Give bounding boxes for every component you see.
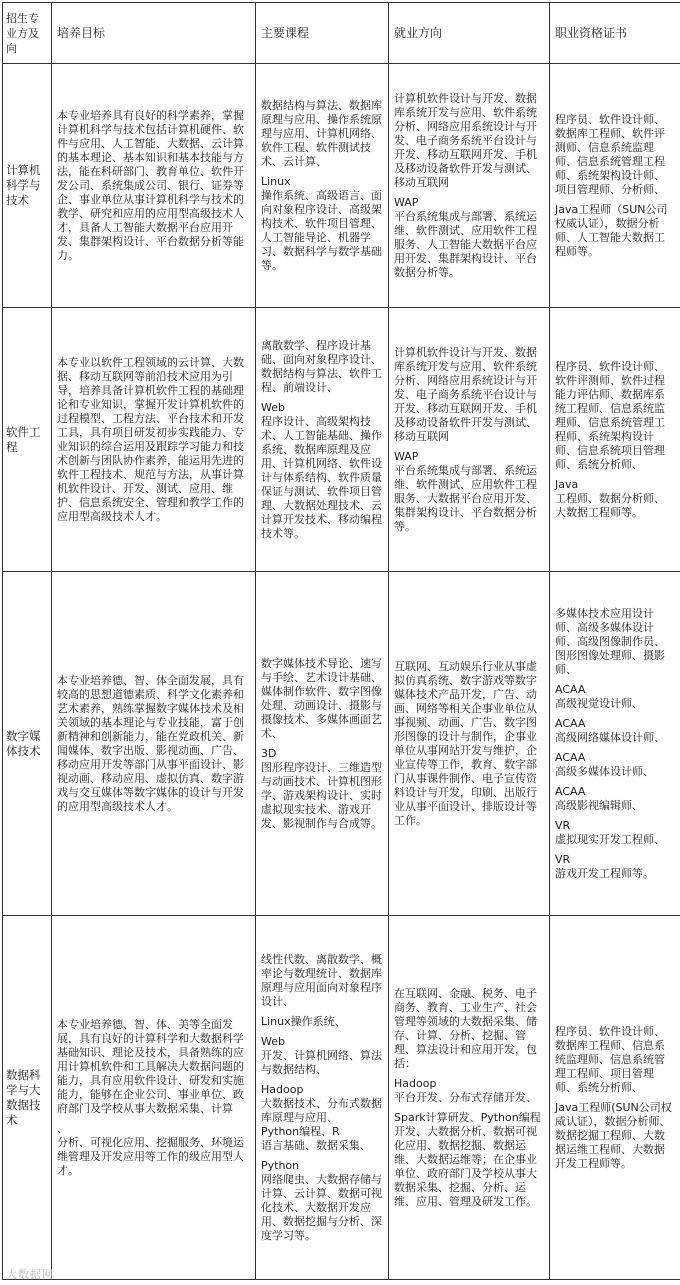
certs-text: ACAA — [555, 750, 586, 764]
certs-text: Java工程师（SUN公司权威认证），数据分析师、人工智能大数据工程师等。 — [555, 202, 668, 258]
certs-text: 程序员、软件设计师、软件评测师、软件过程能力评估师、数据库系统工程师、信息系统监理师、信息系统管理工程师、系统架构设计师、信息系统项目管理师、系统分析师、 — [555, 359, 665, 471]
certs-text: VR — [555, 852, 571, 866]
courses-text: Web — [261, 1034, 285, 1048]
certs-text: Java — [555, 477, 579, 491]
certs-text: 高级视觉设计师、 — [555, 696, 643, 710]
certs-cell — [550, 572, 680, 916]
courses-text: Linux — [261, 174, 291, 188]
jobs-cell — [389, 64, 550, 308]
goal-cell: 本专业培养德、智、体全面发展，具有较高的思想道德素质、科学文化素养和艺术素养，熟练掌握数字媒体技术及相关领域的基本理论与专业技能，富于创新精神和创新能力，能在党政机关、新闻媒体、数字出版、影视动画、广告、移动应用开发等部门从事平面设计、影视动画、移动应用、虚拟仿真、数字游戏与交互媒体等数字媒体的设计与开发的应用型高级技术人才。 — [52, 572, 256, 916]
header-jobs: 就业方向 — [389, 3, 550, 64]
jobs-text: 平台系统集成与部署、系统运维、软件测试、应用软件工程服务、人工智能大数据平台应用开发、集群架构设计、平台数据分析等。 — [394, 209, 537, 279]
certs-text: ACAA — [555, 682, 586, 696]
watermark: 大数据网 — [6, 1268, 54, 1281]
goal-cell: 本专业以软件工程领域的云计算、大数据、移动互联网等前沿技术应用为引导，培养具备计算机软件工程的基础理论和专业知识，掌握开发计算机软件的过程模型、工程方法、平台技术和开发工具，具有项目研发初步实践能力、专业知识的综合运用及跟踪学习能力和技术创新与团队协作素养，能运用先进的软件工程技术、规范与方法，从事计算机软件设计、开发、测试、应用、维护、信息系统安全、管理和教学工作的应用型高级技术人才。 — [52, 308, 256, 572]
jobs-text: 计算机软件设计与开发、数据库系统开发与应用、软件系统分析、网络应用系统设计与开发、电子商务系统平台设计与开发、移动互联网开发、手机及移动设备软件开发与测试、移动互联网 — [394, 91, 537, 189]
certs-text: 程序员、软件设计师、数据库工程师、软件评测师、信息系统监理师、信息系统管理工程师、系统架构设计师、项目管理师、分析师、 — [555, 112, 665, 196]
table-row — [3, 64, 680, 308]
courses-text: 语言基础、数据采集、 — [261, 1138, 371, 1152]
courses-cell — [256, 308, 389, 572]
goal-text: 分析、可视化应用、挖掘服务、环境运维管理及开发应用等工作的级应用型人才。 — [57, 1135, 244, 1177]
courses-text: 离散数学、程序设计基础、面向对象程序设计、数据结构与算法、软件工程、前端设计、 — [261, 338, 382, 394]
courses-text: 3D — [261, 746, 277, 760]
courses-cell — [256, 64, 389, 308]
courses-text: 操作系统、高级语言、面向对象程序设计、高级架构技术、软件项目管理、人工智能导论、机器学习、数据科学与数学基础等。 — [261, 188, 382, 272]
major-cell: 数据科学与大数据技术 — [3, 916, 52, 1280]
table-row — [3, 572, 680, 916]
header-major: 招生专业方及向 — [3, 3, 52, 64]
courses-text: 数据结构与算法、数据库原理与应用、操作系统原理与应用、计算机网络、软件工程、软件测试技术、云计算、 — [261, 98, 382, 168]
certs-text: ACAA — [555, 716, 586, 730]
certs-text: 游戏开发工程师等。 — [555, 866, 654, 880]
jobs-text: WAP — [394, 195, 419, 209]
courses-text: Python — [261, 1158, 300, 1172]
certs-text: 高级多媒体设计师、 — [555, 764, 654, 778]
courses-text: 图形程序设计、三维造型与动画技术、计算机图形学、游戏架构设计、实时虚拟现实技术、游戏开发、影视制作与合成等。 — [261, 760, 382, 830]
courses-text: 开发、计算机网络、算法与数据结构、 — [261, 1048, 382, 1076]
table-row — [3, 916, 680, 1280]
courses-text: Hadoop — [261, 1082, 304, 1096]
certs-text: ACAA — [555, 784, 586, 798]
courses-text: 大数据技术、分布式数据库原理与应用、 — [261, 1096, 382, 1124]
courses-text: Web — [261, 400, 285, 414]
jobs-text: WAP — [394, 449, 419, 463]
certs-text: VR — [555, 818, 571, 832]
certs-cell — [550, 916, 680, 1280]
jobs-text: 在互联网、金融、税务、电子商务、教育、工业生产、社会管理等领域的大数据采集、储存、计算、分析、挖掘、管理、算法设计和应用开发，包括： — [394, 986, 537, 1070]
certs-text: 高级影视编辑师、 — [555, 798, 643, 812]
goal-text: 、 — [57, 1121, 68, 1135]
courses-text: 线性代数、离散数学、概率论与数理统计、数据库原理与应用面向对象程序设计、 — [261, 952, 382, 1008]
jobs-cell — [389, 308, 550, 572]
courses-text: Python编程、R — [261, 1124, 340, 1138]
jobs-text: 平台开发、分布式存储开发、 — [394, 1090, 537, 1104]
certs-text: Java工程师(SUN公司权威认证），数据分析师、数据挖掘工程师、大数据运维工程师、大数据开发工程师等。 — [555, 1100, 672, 1170]
jobs-text: Hadoop — [394, 1076, 437, 1090]
certs-text: 高级网络媒体设计师、 — [555, 730, 665, 744]
courses-text: Linux操作系统、 — [261, 1014, 346, 1028]
header-courses: 主要课程 — [256, 3, 389, 64]
certs-text: 多媒体技术应用设计师、高级多媒体设计师、高级图像制作员、图形图像处理师、摄影师、 — [555, 606, 665, 676]
jobs-cell: 互联网、互动娱乐行业从事虚拟仿真系统、数字游戏等数字媒体技术产品开发，广告、动画、网络等相关企事业单位从事视频、动画、广告、数字图形图像的设计与制作，企事业单位从事网站开发与维护，企业宣传等工作，教育、数字部门从事课件制作、电子宣传资料设计与开发，印刷、出版行业从事平面设计、排版设计等工作。 — [389, 572, 550, 916]
certs-text: 虚拟现实开发工程师、 — [555, 832, 665, 846]
header-goal: 培养目标 — [52, 3, 256, 64]
major-cell: 计算机科学与技术 — [3, 64, 52, 308]
jobs-text: 计算机软件设计与开发、数据库系统开发与应用、软件系统分析、网络应用系统设计与开发、电子商务系统平台设计与开发、移动互联网开发、手机及移动设备软件开发与测试、移动互联网 — [394, 345, 537, 443]
major-cell: 数字媒体技术 — [3, 572, 52, 916]
program-table — [2, 2, 680, 1280]
jobs-cell — [389, 916, 550, 1280]
courses-text: 数字媒体技术导论、速写与手绘、艺术设计基础、媒体制作软件、数字图像处理、动画设计、摄影与摄像技术、多媒体画面艺术、 — [261, 656, 382, 740]
goal-text: 本专业培养德、智、体、美等全面发展，具有良好的计算科学和大数据科学基础知识、理论及技术，具备熟练的应用计算机软件和工具解决大数据问题的能力，具有应用软件设计、研发和实施能力，能够在企业公司、事业单位、政府部门及学校从事大数据采集、计算 — [57, 1017, 244, 1115]
certs-text: 程序员、软件设计师、数据库工程师、信息系统监理师、信息系统管理工程师、项目管理师、系统分析师、 — [555, 1024, 665, 1094]
jobs-text: 平台系统集成与部署、系统运维、软件测试、应用软件工程服务、大数据平台应用开发、集群架构设计、平台数据分析等。 — [394, 463, 537, 533]
courses-text: 程序设计、高级架构技术、人工智能基础、操作系统、数据库原理及应用、计算机网络、软件设计与体系结构、软件质量保证与测试、软件项目管理、大数据处理技术、云计算开发技术、移动编程技术等。 — [261, 414, 382, 540]
certs-text: 工程师、数据分析师、大数据工程师等。 — [555, 491, 665, 519]
certs-cell — [550, 308, 680, 572]
table-row — [3, 308, 680, 572]
courses-cell — [256, 572, 389, 916]
certs-cell — [550, 64, 680, 308]
jobs-text: Spark计算研发、Python编程开发、大数据分析、数据可视化应用、数据挖掘、数据运维、大数据运维等；在企事业单位、政府部门及学校从事大数据采集、挖掘、分析、运维、应用、管理及研发工作。 — [394, 1110, 541, 1208]
goal-cell — [52, 916, 256, 1280]
table-header-row — [3, 3, 680, 64]
courses-cell — [256, 916, 389, 1280]
goal-cell: 本专业培养具有良好的科学素养，掌握计算机科学与技术包括计算机硬件、软件与应用、人工智能、大数据、云计算的基本理论、基本知识和基本技能与方法，能在科研部门、教育单位、软件开发公司、系统集成公司、银行、证券等企、事业单位从事计算机科学与技术的教学、研究和应用的应用型高级技术人才，具备人工智能大数据平台应用开发、集群架构设计、平台数据分析等能力。 — [52, 64, 256, 308]
header-certs: 职业资格证书 — [550, 3, 680, 64]
major-cell: 软件工程 — [3, 308, 52, 572]
courses-text: 网络爬虫、大数据存储与计算、云计算、数据可视化技术、大数据开发应用、数据挖掘与分析、深度学习等。 — [261, 1172, 382, 1242]
